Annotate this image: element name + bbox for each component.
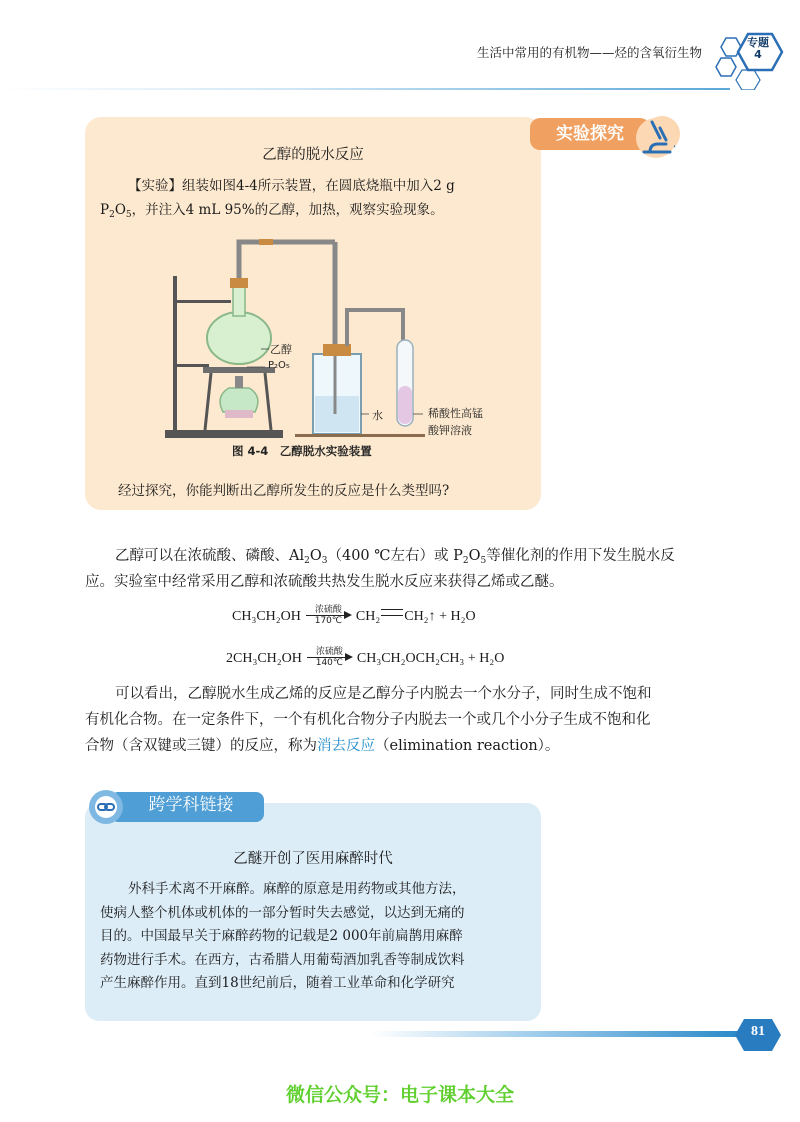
text: （400 ℃左右）或 P bbox=[327, 548, 463, 564]
chapter-badge-label: 专题 bbox=[747, 36, 769, 49]
p2o5-o: O bbox=[114, 202, 126, 218]
cross-line: 产生麻醉作用。直到18世纪前后，随着工业革命和化学研究 bbox=[100, 975, 455, 991]
eq1-condition-temperature: 170℃ bbox=[314, 616, 343, 626]
experiment-text-line2 bbox=[100, 198, 530, 222]
page-number: 81 bbox=[751, 1024, 765, 1039]
stand-rod bbox=[173, 276, 177, 432]
cross-line: 使病人整个机体或机体的一部分暂时失去感觉，以达到无痛的 bbox=[100, 904, 465, 921]
cross-tag-label: 跨学科链接 bbox=[148, 795, 234, 815]
text: （elimination reaction）。 bbox=[375, 738, 560, 754]
experiment-text-line1 bbox=[100, 174, 530, 198]
paragraph-elimination-line1: 可以看出，乙醇脱水生成乙烯的反应是乙醇分子内脱去一个水分子，同时生成不饱和 bbox=[115, 686, 652, 702]
cross-line: 外科手术离不开麻醉。麻醉的原意是用药物或其他方法， bbox=[128, 881, 466, 897]
key-term: 消去反应 bbox=[317, 738, 375, 754]
equation-ethylene bbox=[232, 604, 476, 628]
round-bottom-flask bbox=[207, 312, 271, 364]
header-rule bbox=[0, 88, 730, 90]
stand-base bbox=[165, 430, 283, 438]
watermark: 微信公众号：电子课本大全 bbox=[285, 1084, 514, 1106]
label-water: 水 bbox=[372, 409, 383, 422]
eq2-arrow bbox=[305, 646, 353, 670]
text: 等催化剂的作用下发生脱水反 bbox=[486, 548, 675, 564]
text: O bbox=[468, 548, 481, 564]
label-kmno4-line1: 稀酸性高锰 bbox=[428, 407, 483, 420]
cross-line: 目的。中国最早关于麻醉药物的记载是2 000年前扁鹊用麻醉 bbox=[100, 928, 463, 944]
experiment-tag-label: 实验探究 bbox=[556, 124, 624, 144]
chapter-badge bbox=[738, 37, 778, 61]
text: 乙醇可以在浓硫酸、磷酸、Al bbox=[115, 548, 305, 564]
eq2-condition-temperature: 140℃ bbox=[315, 658, 344, 668]
experiment-question: 经过探究，你能判断出乙醇所发生的反应是什么类型吗? bbox=[118, 483, 450, 499]
eq2-products: CH₃CH₂OCH₂CH₃ + H₂O bbox=[356, 651, 505, 666]
label-p2o5: P₂O₅ bbox=[268, 360, 290, 371]
footer-rule bbox=[370, 1031, 740, 1037]
subscript: 5 bbox=[480, 556, 487, 566]
chapter-badge-number: 4 bbox=[754, 48, 762, 61]
paragraph-elimination-line3 bbox=[85, 733, 725, 759]
microscope-icon bbox=[632, 116, 682, 160]
eq2-condition-catalyst: 浓硫酸 bbox=[315, 647, 343, 657]
cross-body bbox=[100, 878, 530, 996]
link-icon bbox=[96, 797, 116, 817]
cross-title: 乙醚开创了医用麻醉时代 bbox=[233, 851, 393, 867]
text: O bbox=[309, 548, 322, 564]
experiment-title: 乙醇的脱水反应 bbox=[262, 147, 364, 163]
eq1-reactant: CH₃CH₂OH bbox=[232, 609, 301, 624]
chapter-subtitle: 生活中常用的有机物——烃的含氧衍生物 bbox=[476, 45, 702, 60]
paragraph-catalysts-line2: 应。实验室中经常采用乙醇和浓硫酸共热发生脱水反应来获得乙烯或乙醚。 bbox=[85, 574, 564, 590]
double-bond bbox=[381, 609, 403, 616]
subscript: 3 bbox=[321, 556, 328, 566]
eq1-condition-catalyst: 浓硫酸 bbox=[314, 605, 342, 615]
label-ethanol: 乙醇 bbox=[270, 343, 292, 356]
paragraph-catalysts bbox=[85, 543, 725, 569]
paragraph-elimination-line2: 有机化合物。在一定条件下，一个有机化合物分子内脱去一个或几个小分子生成不饱和化 bbox=[85, 712, 651, 728]
eq1-product-a: CH₂ bbox=[355, 609, 381, 624]
experiment-line2-text: ，并注入4 mL 95%的乙醇，加热，观察实验现象。 bbox=[131, 202, 444, 218]
figure-caption: 图 4-4 乙醇脱水实验装置 bbox=[232, 444, 372, 458]
subscript: 2 bbox=[462, 556, 469, 566]
text: 合物（含双键或三键）的反应，称为 bbox=[85, 738, 317, 754]
cross-line: 药物进行手术。在西方，古希腊人用葡萄酒加乳香等制成饮料 bbox=[100, 951, 465, 968]
alcohol-lamp bbox=[220, 388, 258, 412]
p2o5-p: P bbox=[100, 202, 110, 218]
subscript: 2 bbox=[304, 556, 310, 566]
subscript: 2 bbox=[109, 210, 115, 220]
eq1-arrow bbox=[304, 604, 352, 628]
eq1-product-b: CH₂↑ + H₂O bbox=[404, 609, 476, 624]
subscript: 5 bbox=[125, 210, 132, 220]
equation-ether bbox=[226, 646, 504, 670]
label-kmno4-line2: 酸钾溶液 bbox=[428, 424, 472, 437]
eq2-reactant: 2CH₃CH₂OH bbox=[226, 651, 302, 666]
experiment-line1-text: 【实验】组装如图4-4所示装置，在圆底烧瓶中加入2 g bbox=[128, 178, 455, 194]
